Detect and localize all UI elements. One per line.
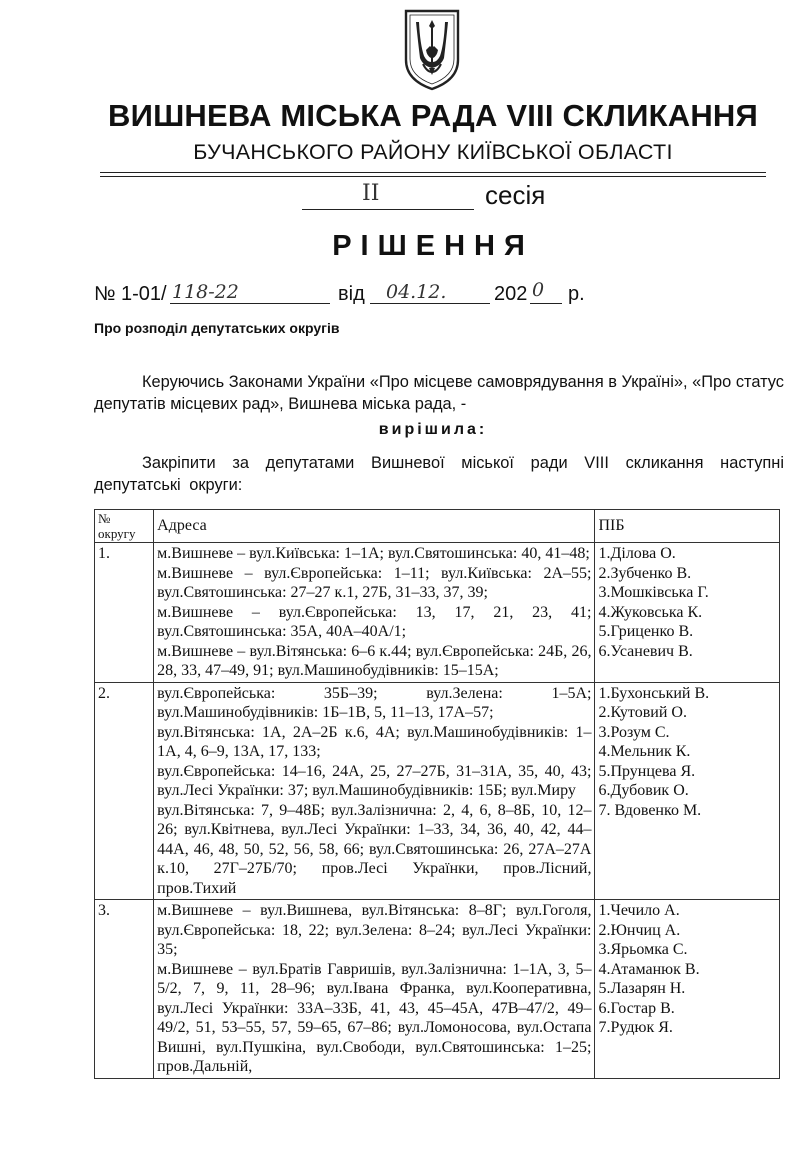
deputy-name: 4.Жуковська К. (598, 603, 703, 621)
deputy-name: 2.Юнчиц А. (598, 921, 681, 939)
year-underline (530, 303, 562, 304)
deputy-name: 5.Гриценко В. (598, 623, 694, 640)
districts-table (94, 509, 780, 1079)
header-divider (100, 172, 766, 173)
district-deputies (595, 543, 780, 683)
decision-number-value: 118-22 (172, 281, 239, 303)
decision-title: РІШЕННЯ (332, 230, 534, 262)
date-underline (370, 303, 490, 304)
header-address: Адреса (154, 510, 595, 543)
deputy-name: 4.Атаманюк В. (598, 960, 700, 978)
district-subtitle: БУЧАНСЬКОГО РАЙОНУ КИЇВСЬКОЇ ОБЛАСТІ (193, 140, 673, 164)
district-deputies (595, 900, 780, 1079)
decision-number-prefix: № 1-01/ (94, 283, 167, 305)
deputy-name: 6.Гостар В. (598, 999, 675, 1017)
header-name: ПІБ (595, 510, 780, 543)
deputy-name: 6.Дубовик О. (598, 782, 689, 799)
district-number: 3. (95, 900, 154, 1079)
number-underline (170, 303, 330, 304)
session-number: II (362, 181, 380, 206)
resolved-heading: вирішила: (378, 421, 488, 438)
district-addresses (154, 682, 595, 900)
address-line: м.Вишневе – вул.Братів Гавришів, вул.Залізнична: 1–1А, 3, 5–5/2, 7, 9, 11, 28–96; вул.Івана Франка, вул.Кооперативна, вул.Лесі Українки: 33А–33Б, 41, 43, 45–45А, 47В–47/2, 49–49/2, 51, 53–55, 57, 59–65, 67–86; вул.Ломоносова, вул.Остапа Вишні, вул.Пушкіна, вул.Свободи, вул.Святошинська: 1–25; пров.Дальній, (157, 960, 592, 1075)
year-suffix: р. (568, 283, 585, 305)
address-line: вул.Європейська: 14–16, 24А, 25, 27–27Б, 31–31А, 35, 40, 43; вул.Лесі Українки: 37; вул.Машинобудівників: 15Б; вул.Миру (157, 762, 592, 799)
preamble-paragraph: Керуючись Законами України «Про місцеве самоврядування в Україні», «Про статус депутатів місцевих рад», Вишнева міська рада, - (94, 373, 784, 413)
district-addresses (154, 543, 595, 683)
table-header-row (95, 510, 780, 543)
council-title: ВИШНЕВА МІСЬКА РАДА VIII СКЛИКАННЯ (108, 98, 758, 133)
deputy-name: 1.Бухонський В. (598, 684, 710, 702)
session-label: сесія (485, 180, 546, 210)
deputy-name: 6.Усаневич В. (598, 642, 693, 660)
header-divider-thin (100, 176, 766, 177)
table-row (95, 900, 780, 1079)
address-line: вул.Вітянська: 7, 9–48Б; вул.Залізнична: 2, 4, 6, 8–8Б, 10, 12–26; вул.Квітнева, вул.Лесі Українки: 1–33, 34, 36, 40, 42, 44–44А, 46, 48, 50, 52, 56, 58, 66; вул.Святошинська: 26, 27А–27А к.10, 27Г–27Б/70; пров.Лесі Українки, пров.Лісний, пров.Тихий (157, 801, 592, 897)
address-line: м.Вишневе – вул.Київська: 1–1А; вул.Святошинська: 40, 41–48; (157, 545, 590, 562)
deputy-name: 7. Вдовенко М. (598, 801, 702, 819)
date-prefix: від (338, 283, 365, 305)
district-number: 1. (95, 543, 154, 683)
district-deputies (595, 682, 780, 900)
address-line: м.Вишневе – вул.Європейська: 13, 17, 21, 23, 41; вул.Святошинська: 35А, 40А–40А/1; (157, 603, 592, 640)
address-line: м.Вишневе – вул.Вишнева, вул.Вітянська: 8–8Г; вул.Гоголя, вул.Європейська: 18, 22; вул.Зелена: 8–24; вул.Лесі Українки: 35; (157, 902, 592, 958)
deputy-name: 5.Лазарян Н. (598, 980, 686, 997)
decision-subject: Про розподіл депутатських округів (94, 320, 340, 336)
year-prefix: 202 (494, 283, 528, 305)
year-digit: 0 (532, 279, 545, 301)
deputy-name: 2.Кутовий О. (598, 704, 687, 721)
address-line: м.Вишневе – вул.Вітянська: 6–6 к.44; вул.Європейська: 24Б, 26, 28, 33, 47–49, 91; вул.Машинобудівників: 15–15А; (157, 642, 592, 679)
deputy-name: 3.Мошківська Г. (598, 584, 709, 601)
district-addresses (154, 900, 595, 1079)
deputy-name: 2.Зубченко В. (598, 564, 692, 582)
deputy-name: 1.Ділова О. (598, 545, 676, 562)
decision-date-value: 04.12. (386, 281, 447, 303)
header-number: № округу (95, 510, 154, 543)
trident-coat-of-arms-icon (403, 8, 461, 92)
deputy-name: 3.Розум С. (598, 723, 670, 741)
address-line: м.Вишневе – вул.Європейська: 1–11; вул.Київська: 2А–55; вул.Святошинська: 27–27 к.1, 27Б, 31–33, 37, 39; (157, 564, 592, 601)
deputy-name: 5.Прунцева Я. (598, 762, 696, 780)
table-row (95, 543, 780, 683)
resolution-paragraph: Закріпити за депутатами Вишневої міської ради VIII скликання наступні депутатські округи: (94, 454, 784, 494)
district-number: 2. (95, 682, 154, 900)
deputy-name: 4.Мельник К. (598, 743, 691, 760)
deputy-name: 1.Чечило А. (598, 902, 680, 919)
address-line: вул.Європейська: 35Б–39; вул.Зелена: 1–5А; вул.Машинобудівників: 1Б–1В, 5, 11–13, 17А–57; (157, 684, 592, 721)
address-line: вул.Вітянська: 1А, 2А–2Б к.6, 4А; вул.Машинобудівників: 1–1А, 4, 6–9, 13А, 17, 133; (157, 723, 592, 760)
deputy-name: 7.Рудюк Я. (598, 1019, 673, 1036)
session-underline (302, 209, 474, 210)
table-row (95, 682, 780, 900)
deputy-name: 3.Ярьомка С. (598, 941, 688, 958)
